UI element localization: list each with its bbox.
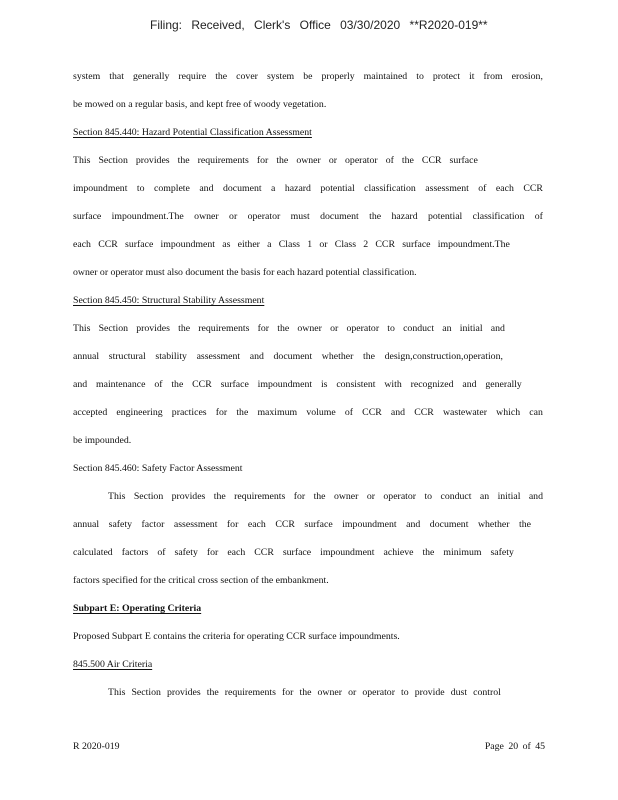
word: operator [362,687,395,698]
word: for [293,491,306,502]
word: stability [155,351,187,362]
word: the [422,547,435,558]
word: with [384,379,402,390]
word: document [429,519,469,530]
word: or [229,211,238,222]
word: assessment [173,519,218,530]
word: impoundment [342,519,397,530]
word: conduct [440,491,472,502]
word: and [73,379,88,390]
word: provides [136,323,170,334]
word: Class [278,239,300,250]
text-line-13 [73,404,543,422]
section-heading-845-500: 845.500 Air Criteria [73,659,153,670]
word: a [271,183,276,194]
word: the [206,687,219,698]
word: for [215,407,228,418]
text-line-8: owner or operator must also document the basis for each hazard potential classification. [73,267,417,278]
word: require [178,71,207,82]
word: safety [174,547,198,558]
word: can [529,407,543,418]
word: This [108,687,126,698]
word: the [362,351,375,362]
word: annual [73,519,100,530]
word: from [483,71,503,82]
word: for [282,687,294,698]
word: the [276,155,289,166]
word: surface [73,211,102,222]
word: of [157,547,166,558]
section-heading-845-450: Section 845.450: Structural Stability Assessment [73,295,265,306]
word: impoundment.The [437,239,510,250]
word: an [479,491,490,502]
word: maintained [363,71,408,82]
word: and [406,519,421,530]
word: protect [432,71,461,82]
word: surface [220,379,249,390]
word: maximum [257,407,298,418]
word: operator [383,491,417,502]
word: hazard [284,183,311,194]
word: of [478,183,487,194]
word: accepted [73,407,108,418]
word: impoundment.The [111,211,184,222]
word: complete [153,183,190,194]
word: Section [133,491,164,502]
word: provides [171,491,206,502]
word: a [267,239,272,250]
word: for [257,323,270,334]
word: requirements [197,155,249,166]
word: or [366,491,375,502]
text-line-4 [73,152,478,170]
word: operator [247,211,281,222]
word: structural [108,351,146,362]
word: operator [346,323,380,334]
word: minimum [443,547,482,558]
text-line-2: be mowed on a regular basis, and kept free of woody vegetation. [73,99,327,110]
word: or [330,323,339,334]
word: requirements [224,687,276,698]
word: for [206,547,219,558]
word: to [387,323,395,334]
text-line-12 [73,376,522,394]
text-line-21: Proposed Subpart E contains the criteria for operating CCR surface impoundments. [73,631,400,642]
word: of [154,379,163,390]
word: and [390,407,406,418]
word: annual [73,351,100,362]
word: provide [414,687,445,698]
word: surface [304,519,333,530]
word: Class [334,239,357,250]
word: each [495,183,514,194]
word: the [519,519,531,530]
word: Section [98,323,128,334]
word: factors [121,547,149,558]
word: This [73,323,91,334]
word: or [319,239,328,250]
word: CCR [523,183,543,194]
word: surface [449,155,478,166]
word: initial [459,323,483,334]
word: an [442,323,452,334]
word: requirements [234,491,286,502]
word: operator [345,155,378,166]
word: of [534,211,543,222]
text-line-18 [73,544,514,562]
word: whether [321,351,354,362]
word: CCR [375,239,395,250]
word: engineering [116,407,163,418]
word: owner [296,155,321,166]
word: provides [166,687,201,698]
word: surface [125,239,154,250]
word: the [215,71,228,82]
word: of [385,155,394,166]
word: Section [131,687,161,698]
word: safety [108,519,133,530]
word: and [490,323,505,334]
word: be [303,71,313,82]
word: or [348,687,357,698]
word: provides [135,155,170,166]
text-line-23 [108,684,501,702]
text-line-6 [73,208,543,226]
text-line-7 [73,236,510,254]
word: either [237,239,260,250]
word: system [73,71,101,82]
word: the [277,323,290,334]
word: surface [402,239,431,250]
footer-docket-number: R 2020-019 [73,741,120,752]
word: CCR [362,407,382,418]
word: the [236,407,249,418]
word: dust [450,687,468,698]
word: and [249,351,264,362]
word: generally [485,379,522,390]
word: the [401,155,414,166]
word: for [256,155,269,166]
word: CCR [421,155,442,166]
word: to [424,491,433,502]
word: hazard [391,211,418,222]
section-heading-845-460: Section 845.460: Safety Factor Assessment [73,463,243,474]
word: the [177,155,190,166]
word: system [266,71,295,82]
word: owner [194,211,219,222]
filing-stamp-header: Filing: Received, Clerk's Office 03/30/2020 **R2020-019** [150,18,488,32]
text-line-14: be impounded. [73,435,132,446]
word: as [222,239,231,250]
word: the [178,323,191,334]
word: calculated [73,547,113,558]
word: to [136,183,145,194]
word: conduct [403,323,435,334]
word: document [320,211,359,222]
word: impoundment [73,183,128,194]
word: the [213,491,226,502]
section-heading-845-440: Section 845.440: Hazard Potential Classification Assessment [73,127,312,138]
word: assessment [196,351,241,362]
word: wastewater [442,407,488,418]
word: to [416,71,424,82]
word: maintenance [95,379,146,390]
word: This [73,155,91,166]
word: design,construction,operation, [384,351,503,362]
word: which [496,407,521,418]
word: it [469,71,475,82]
word: must [290,211,310,222]
word: 1 [307,239,313,250]
word: 2 [363,239,369,250]
word: CCR [192,379,212,390]
word: the [171,379,184,390]
word: assessment [425,183,469,194]
word: and [462,379,477,390]
word: erosion, [511,71,543,82]
word: document [222,183,262,194]
word: is [320,379,328,390]
word: CCR [98,239,118,250]
word: factor [141,519,165,530]
word: each [73,239,91,250]
word: each [227,547,246,558]
word: CCR [275,519,295,530]
word: impoundment [160,239,215,250]
text-line-5 [73,180,543,198]
word: owner [317,687,343,698]
word: potential [320,183,355,194]
word: cover [236,71,258,82]
word: the [313,491,326,502]
word: control [473,687,501,698]
text-line-19: factors specified for the critical cross section of the embankment. [73,575,329,586]
text-line-1 [73,68,543,86]
word: classification [472,211,525,222]
word: CCR [414,407,434,418]
text-line-17 [73,516,531,534]
word: initial [497,491,521,502]
word: potential [427,211,463,222]
word: recognized [410,379,454,390]
word: whether [477,519,510,530]
subpart-heading: Subpart E: Operating Criteria [73,603,202,614]
word: safety [490,547,514,558]
word: consistent [336,379,376,390]
word: surface [282,547,312,558]
word: impoundment [257,379,313,390]
word: or [328,155,337,166]
word: and [199,183,214,194]
word: owner [297,323,322,334]
text-line-10 [73,320,505,338]
word: and [528,491,543,502]
word: document [273,351,313,362]
word: for [226,519,239,530]
word: Section [98,155,128,166]
word: impoundment [320,547,375,558]
word: the [369,211,382,222]
text-line-16 [108,488,543,506]
word: achieve [383,547,414,558]
word: the [299,687,312,698]
word: properly [321,71,355,82]
word: practices [171,407,207,418]
word: volume [306,407,336,418]
word: each [247,519,266,530]
word: that [109,71,124,82]
footer-page-number: Page 20 of 45 [484,741,545,752]
word: to [401,687,409,698]
word: This [108,491,126,502]
word: classification [364,183,416,194]
word: of [344,407,354,418]
word: CCR [254,547,274,558]
text-line-11 [73,348,503,366]
word: generally [132,71,170,82]
word: owner [333,491,359,502]
word: requirements [198,323,250,334]
